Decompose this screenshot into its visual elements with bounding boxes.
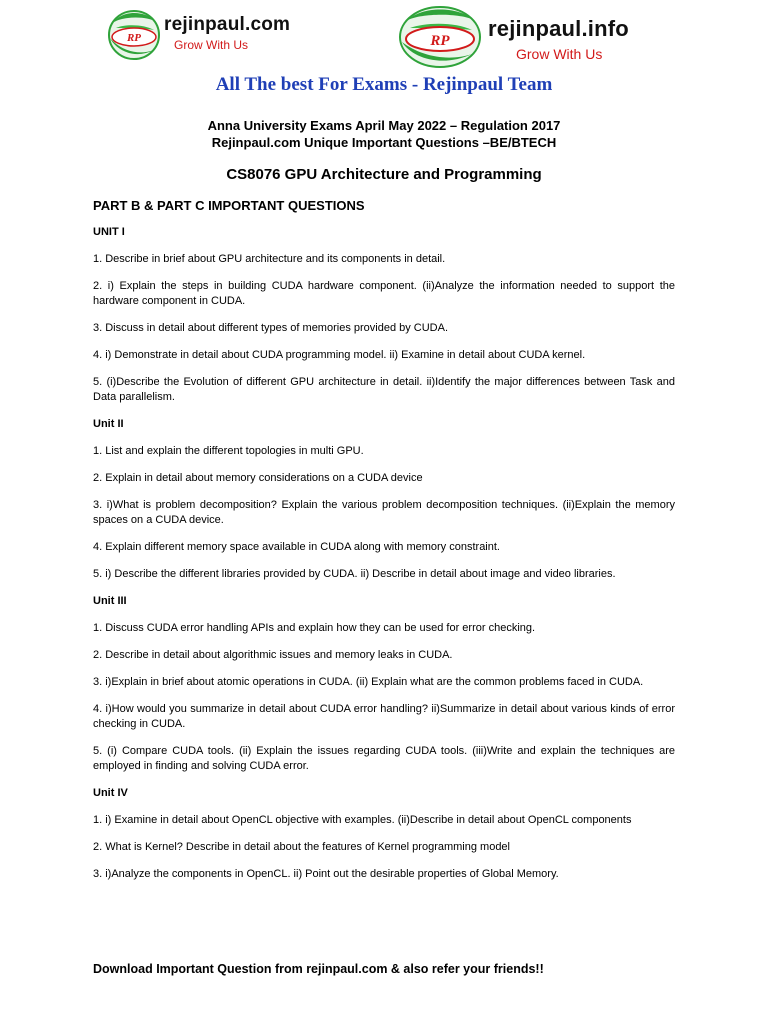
part-heading: PART B & PART C IMPORTANT QUESTIONS <box>93 198 365 213</box>
question-item: 3. i)Analyze the components in OpenCL. ii) Point out the desirable properties of Global Memory. <box>93 868 559 880</box>
unit-heading: Unit II <box>93 418 124 430</box>
rejinpaul-info-logo <box>392 4 629 75</box>
question-item: 1. Describe in brief about GPU architecture and its components in detail. <box>93 253 446 265</box>
question-item: 2. Explain in detail about memory considerations on a CUDA device <box>93 472 423 484</box>
download-footer: Download Important Question from rejinpaul.com & also refer your friends!! <box>93 962 544 976</box>
question-item: 1. Discuss CUDA error handling APIs and explain how they can be used for error checking. <box>93 622 536 634</box>
unit-heading: Unit IV <box>93 787 128 799</box>
exam-header-line: Anna University Exams April May 2022 – Regulation 2017 <box>207 118 561 133</box>
unit-heading: UNIT I <box>93 226 125 238</box>
question-item: 2. i) Explain the steps in building CUDA hardware component. (ii)Analyze the information needed to support the hardware component in CUDA. <box>93 280 675 307</box>
question-item: 4. Explain different memory space available in CUDA along with memory constraint. <box>93 541 500 553</box>
logo-site-name: rejinpaul.com <box>164 14 291 35</box>
questions-header-line: Rejinpaul.com Unique Important Questions –BE/BTECH <box>211 135 557 150</box>
question-list <box>93 198 675 894</box>
rejinpaul-com-logo <box>104 8 290 67</box>
question-item: 4. i) Demonstrate in detail about CUDA programming model. ii) Examine in detail about CUDA kernel. <box>93 349 586 361</box>
question-item: 3. i)Explain in brief about atomic operations in CUDA. (ii) Explain what are the common problems faced in CUDA. <box>93 676 644 688</box>
question-item: 3. Discuss in detail about different types of memories provided by CUDA. <box>93 322 449 334</box>
rp-globe-icon <box>392 4 488 75</box>
rp-mark-text: RP <box>430 33 450 49</box>
question-item: 4. i)How would you summarize in detail about CUDA error handling? ii)Summarize in detail about various kinds of error checking in CUDA. <box>93 703 675 730</box>
question-item: 5. (i) Compare CUDA tools. (ii) Explain the issues regarding CUDA tools. (iii)Write and explain the techniques are employed in finding and solving CUDA error. <box>93 745 675 772</box>
course-title: CS8076 GPU Architecture and Programming <box>226 166 542 183</box>
question-item: 3. i)What is problem decomposition? Explain the various problem decomposition techniques. (ii)Explain the memory spaces on a CUDA device. <box>93 499 675 526</box>
logo-tagline: Grow With Us <box>174 38 249 52</box>
question-item: 2. What is Kernel? Describe in detail about the features of Kernel programming model <box>93 841 510 853</box>
question-item: 2. Describe in detail about algorithmic issues and memory leaks in CUDA. <box>93 649 453 661</box>
question-item: 1. List and explain the different topologies in multi GPU. <box>93 445 364 457</box>
question-item: 5. (i)Describe the Evolution of different GPU architecture in detail. ii)Identify the major differences between Task and Data parallelism. <box>93 376 675 403</box>
rp-mark-text: RP <box>126 32 142 44</box>
rp-globe-icon <box>104 8 164 67</box>
banner-heading: All The best For Exams - Rejinpaul Team <box>215 74 553 95</box>
question-item: 5. i) Describe the different libraries provided by CUDA. ii) Describe in detail about image and video libraries. <box>93 568 616 580</box>
unit-heading: Unit III <box>93 595 127 607</box>
logo-site-name: rejinpaul.info <box>488 16 629 41</box>
question-item: 1. i) Examine in detail about OpenCL objective with examples. (ii)Describe in detail about OpenCL components <box>93 814 632 826</box>
logo-tagline: Grow With Us <box>516 46 603 62</box>
